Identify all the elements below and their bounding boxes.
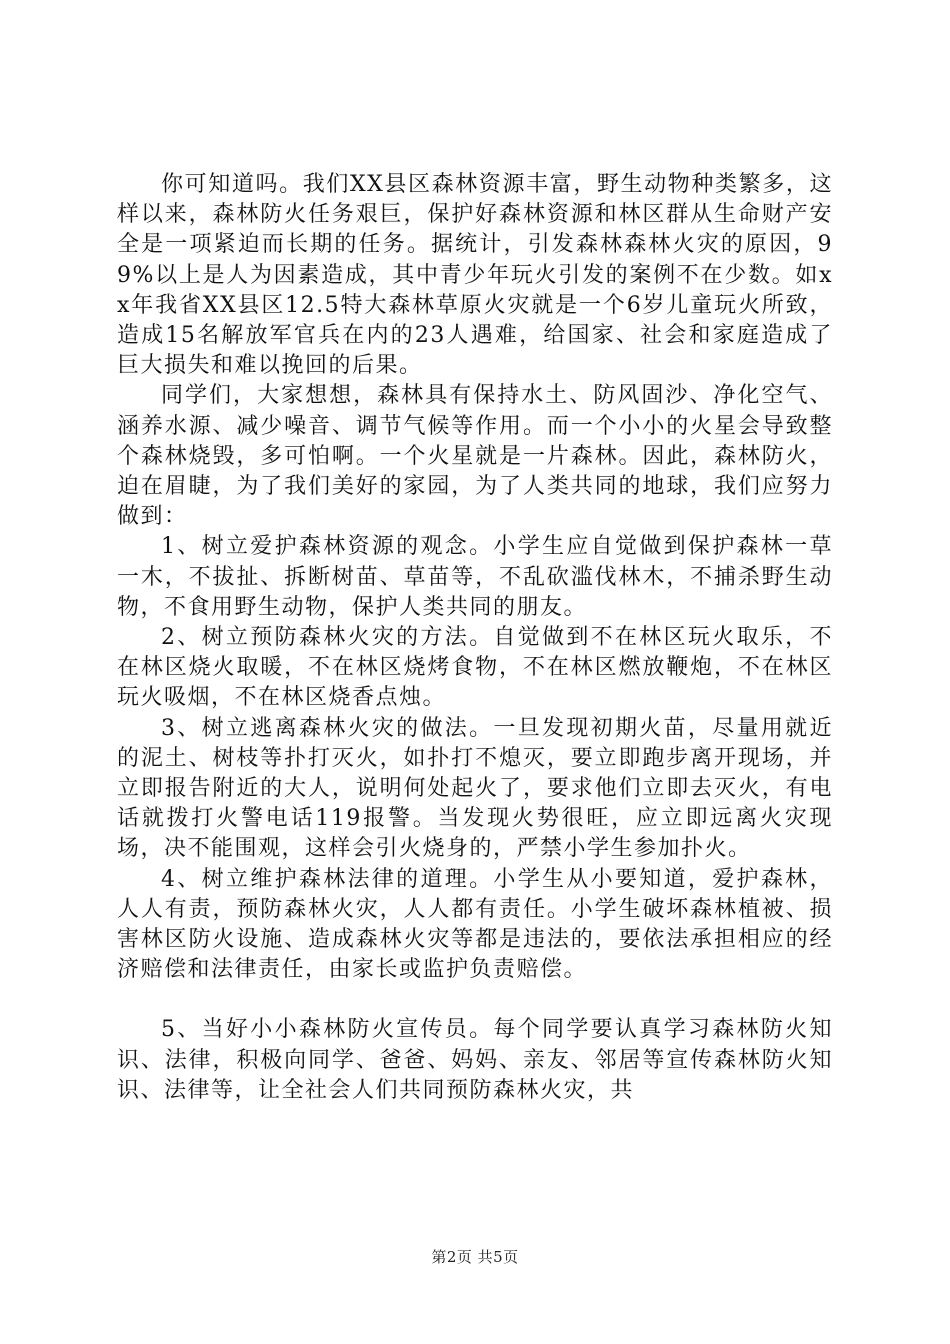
paragraph-call-to-action: 同学们，大家想想，森林具有保持水土、防风固沙、净化空气、涵养水源、减少噪音、调节气候等作用。而一个小小的火星会导致整个森林烧毁，多可怕啊。一个火星就是一片森林。因此，森林防火，迫在眉睫，为了我们美好的家园，为了人类共同的地球，我们应努力做到： (117, 383, 833, 530)
paragraph-item-2: 2、树立预防森林火灾的方法。自觉做到不在林区玩火取乐，不在林区烧火取暖，不在林区烧烤食物，不在林区燃放鞭炮，不在林区玩火吸烟，不在林区烧香点烛。 (117, 625, 833, 711)
document-body (117, 170, 833, 1106)
paragraph-item-4: 4、树立维护森林法律的道理。小学生从小要知道，爱护森林，人人有责，预防森林火灾，人人都有责任。小学生破坏森林植被、损害林区防火设施、造成森林火灾等都是违法的，要依法承担相应的经济赔偿和法律责任，由家长或监护负责赔偿。 (117, 866, 833, 983)
paragraph-intro: 你可知道吗。我们XX县区森林资源丰富，野生动物种类繁多，这样以来，森林防火任务艰巨，保护好森林资源和林区群从生命财产安全是一项紧迫而长期的任务。据统计，引发森林森林火灾的原因，99%以上是人为因素造成，其中青少年玩火引发的案例不在少数。如xx年我省XX县区12.5特大森林草原火灾就是一个6岁儿童玩火所致，造成15名解放军官兵在内的23人遇难，给国家、社会和家庭造成了巨大损失和难以挽回的后果。 (117, 172, 833, 379)
paragraph-item-5: 5、当好小小森林防火宣传员。每个同学要认真学习森林防火知识、法律，积极向同学、爸爸、妈妈、亲友、邻居等宣传森林防火知识、法律等，让全社会人们共同预防森林火灾，共 (117, 1017, 833, 1103)
paragraph-item-1: 1、树立爱护森林资源的观念。小学生应自觉做到保护森林一草一木，不拔扯、拆断树苗、草苗等，不乱砍滥伐林木，不捕杀野生动物，不食用野生动物，保护人类共同的朋友。 (117, 534, 833, 620)
paragraph-item-3: 3、树立逃离森林火灾的做法。一旦发现初期火苗，尽量用就近的泥土、树枝等扑打灭火，如扑打不熄灭，要立即跑步离开现场，并立即报告附近的大人，说明何处起火了，要求他们立即去灭火，有电话就拨打火警电话119报警。当发现火势很旺，应立即远离火灾现场，决不能围观，这样会引火烧身的，严禁小学生参加扑火。 (117, 715, 833, 862)
page-number-footer: 第2页 共5页 (431, 1248, 519, 1266)
